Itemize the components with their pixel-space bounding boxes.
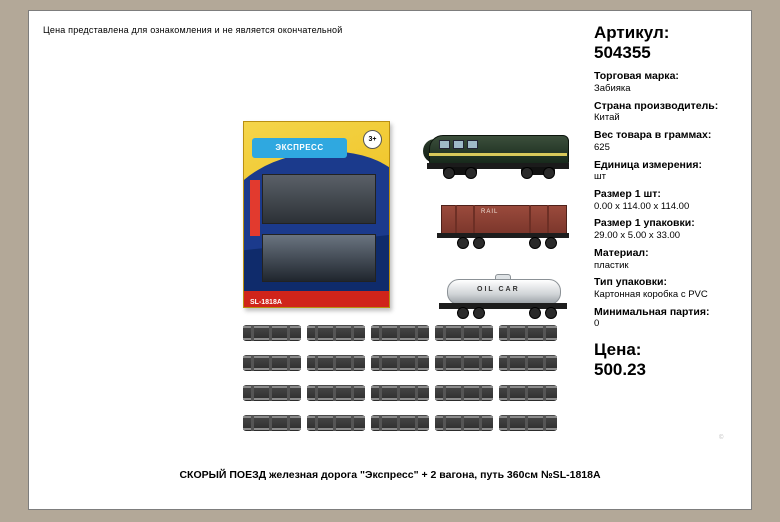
locomotive-window-3 — [467, 140, 478, 149]
track-piece — [499, 353, 557, 375]
article-label: Артикул: — [594, 23, 670, 42]
track-piece — [307, 413, 365, 435]
price-disclaimer: Цена представлена для ознакомления и не является окончательной — [43, 25, 343, 35]
spec-material — [594, 247, 746, 271]
price-label: Цена: — [594, 340, 642, 360]
track-piece — [499, 413, 557, 435]
hopper-wagon-toy — [433, 201, 573, 253]
locomotive-wheel — [521, 167, 533, 179]
tank-wheel — [473, 307, 485, 319]
spec-key: Размер 1 упаковки: — [594, 217, 695, 230]
spec-value: Китай — [594, 112, 620, 124]
track-piece — [371, 383, 429, 405]
locomotive-toy — [423, 129, 573, 181]
spec-key: Минимальная партия: — [594, 305, 710, 318]
locomotive-wheel — [543, 167, 555, 179]
spec-value: Картонная коробка с PVC — [594, 288, 708, 300]
track-piece — [435, 353, 493, 375]
spec-package-size — [594, 217, 746, 241]
spec-value: 0.00 x 114.00 x 114.00 — [594, 200, 690, 212]
spec-brand — [594, 70, 746, 94]
product-info-column — [594, 23, 746, 379]
hopper-rib — [473, 205, 475, 233]
spec-key: Единица измерения: — [594, 158, 702, 171]
locomotive-window-2 — [453, 140, 464, 149]
track-piece — [499, 383, 557, 405]
track-piece — [435, 413, 493, 435]
spec-value: 29.00 x 5.00 x 33.00 — [594, 230, 681, 242]
tank-wheel — [529, 307, 541, 319]
track-piece — [243, 383, 301, 405]
track-piece — [371, 323, 429, 345]
locomotive-window-1 — [439, 140, 450, 149]
locomotive-wheel — [443, 167, 455, 179]
hopper-label: RAIL — [481, 209, 499, 215]
spec-unit — [594, 159, 746, 183]
box-brand-band: ЭКСПРЕСС — [252, 138, 347, 158]
locomotive-body — [429, 135, 569, 165]
locomotive-stripe — [429, 153, 567, 156]
track-piece — [243, 323, 301, 345]
spec-key: Тип упаковки: — [594, 276, 667, 289]
spec-key: Страна производитель: — [594, 99, 719, 112]
box-photo-top — [262, 174, 376, 224]
track-piece — [307, 353, 365, 375]
spec-package-type — [594, 276, 746, 300]
hopper-rib — [547, 205, 549, 233]
spec-value: шт — [594, 171, 606, 183]
product-photo — [43, 51, 583, 451]
hopper-rib — [529, 205, 531, 233]
track-piece — [307, 323, 365, 345]
box-photo-bottom — [262, 234, 376, 282]
spec-value: Забияка — [594, 82, 631, 94]
spec-key: Размер 1 шт: — [594, 187, 661, 200]
hopper-wheel — [529, 237, 541, 249]
spec-key: Вес товара в граммах: — [594, 129, 712, 142]
hopper-wheel — [545, 237, 557, 249]
track-piece — [435, 323, 493, 345]
spec-value: 625 — [594, 141, 610, 153]
spec-item-size — [594, 188, 746, 212]
track-piece — [435, 383, 493, 405]
product-box-artwork — [243, 121, 390, 308]
track-piece — [499, 323, 557, 345]
spec-value: 0 — [594, 318, 600, 330]
spec-key: Материал: — [594, 246, 649, 259]
locomotive-wheel — [465, 167, 477, 179]
hopper-rib — [455, 205, 457, 233]
price-value: 500.23 — [594, 359, 646, 379]
spec-weight — [594, 129, 746, 153]
track-piece — [307, 383, 365, 405]
spec-value: пластик — [594, 259, 629, 271]
tank-wheel — [457, 307, 469, 319]
tank-wheel — [545, 307, 557, 319]
box-footer-text: SL-1818A — [250, 299, 282, 306]
spec-country — [594, 100, 746, 124]
product-sheet — [28, 10, 752, 510]
track-piece — [243, 353, 301, 375]
spec-key: Торговая марка: — [594, 70, 679, 83]
track-piece — [371, 413, 429, 435]
track-piece — [243, 413, 301, 435]
article-value: 504355 — [594, 42, 651, 62]
tank-wagon-toy — [433, 273, 573, 328]
hopper-wheel — [473, 237, 485, 249]
box-footer-band — [244, 291, 389, 307]
hopper-wheel — [457, 237, 469, 249]
track-piece — [371, 353, 429, 375]
box-red-sidebar — [250, 180, 260, 236]
track-pieces-group — [243, 323, 563, 441]
spec-min-batch — [594, 306, 746, 330]
product-caption: СКОРЫЙ ПОЕЗД железная дорога "Экспресс" + 2 вагона, путь 360см №SL-1818A — [179, 469, 601, 481]
age-rating-badge: 3+ — [363, 130, 382, 149]
watermark: © — [719, 435, 724, 441]
tank-label: OIL CAR — [477, 286, 520, 293]
